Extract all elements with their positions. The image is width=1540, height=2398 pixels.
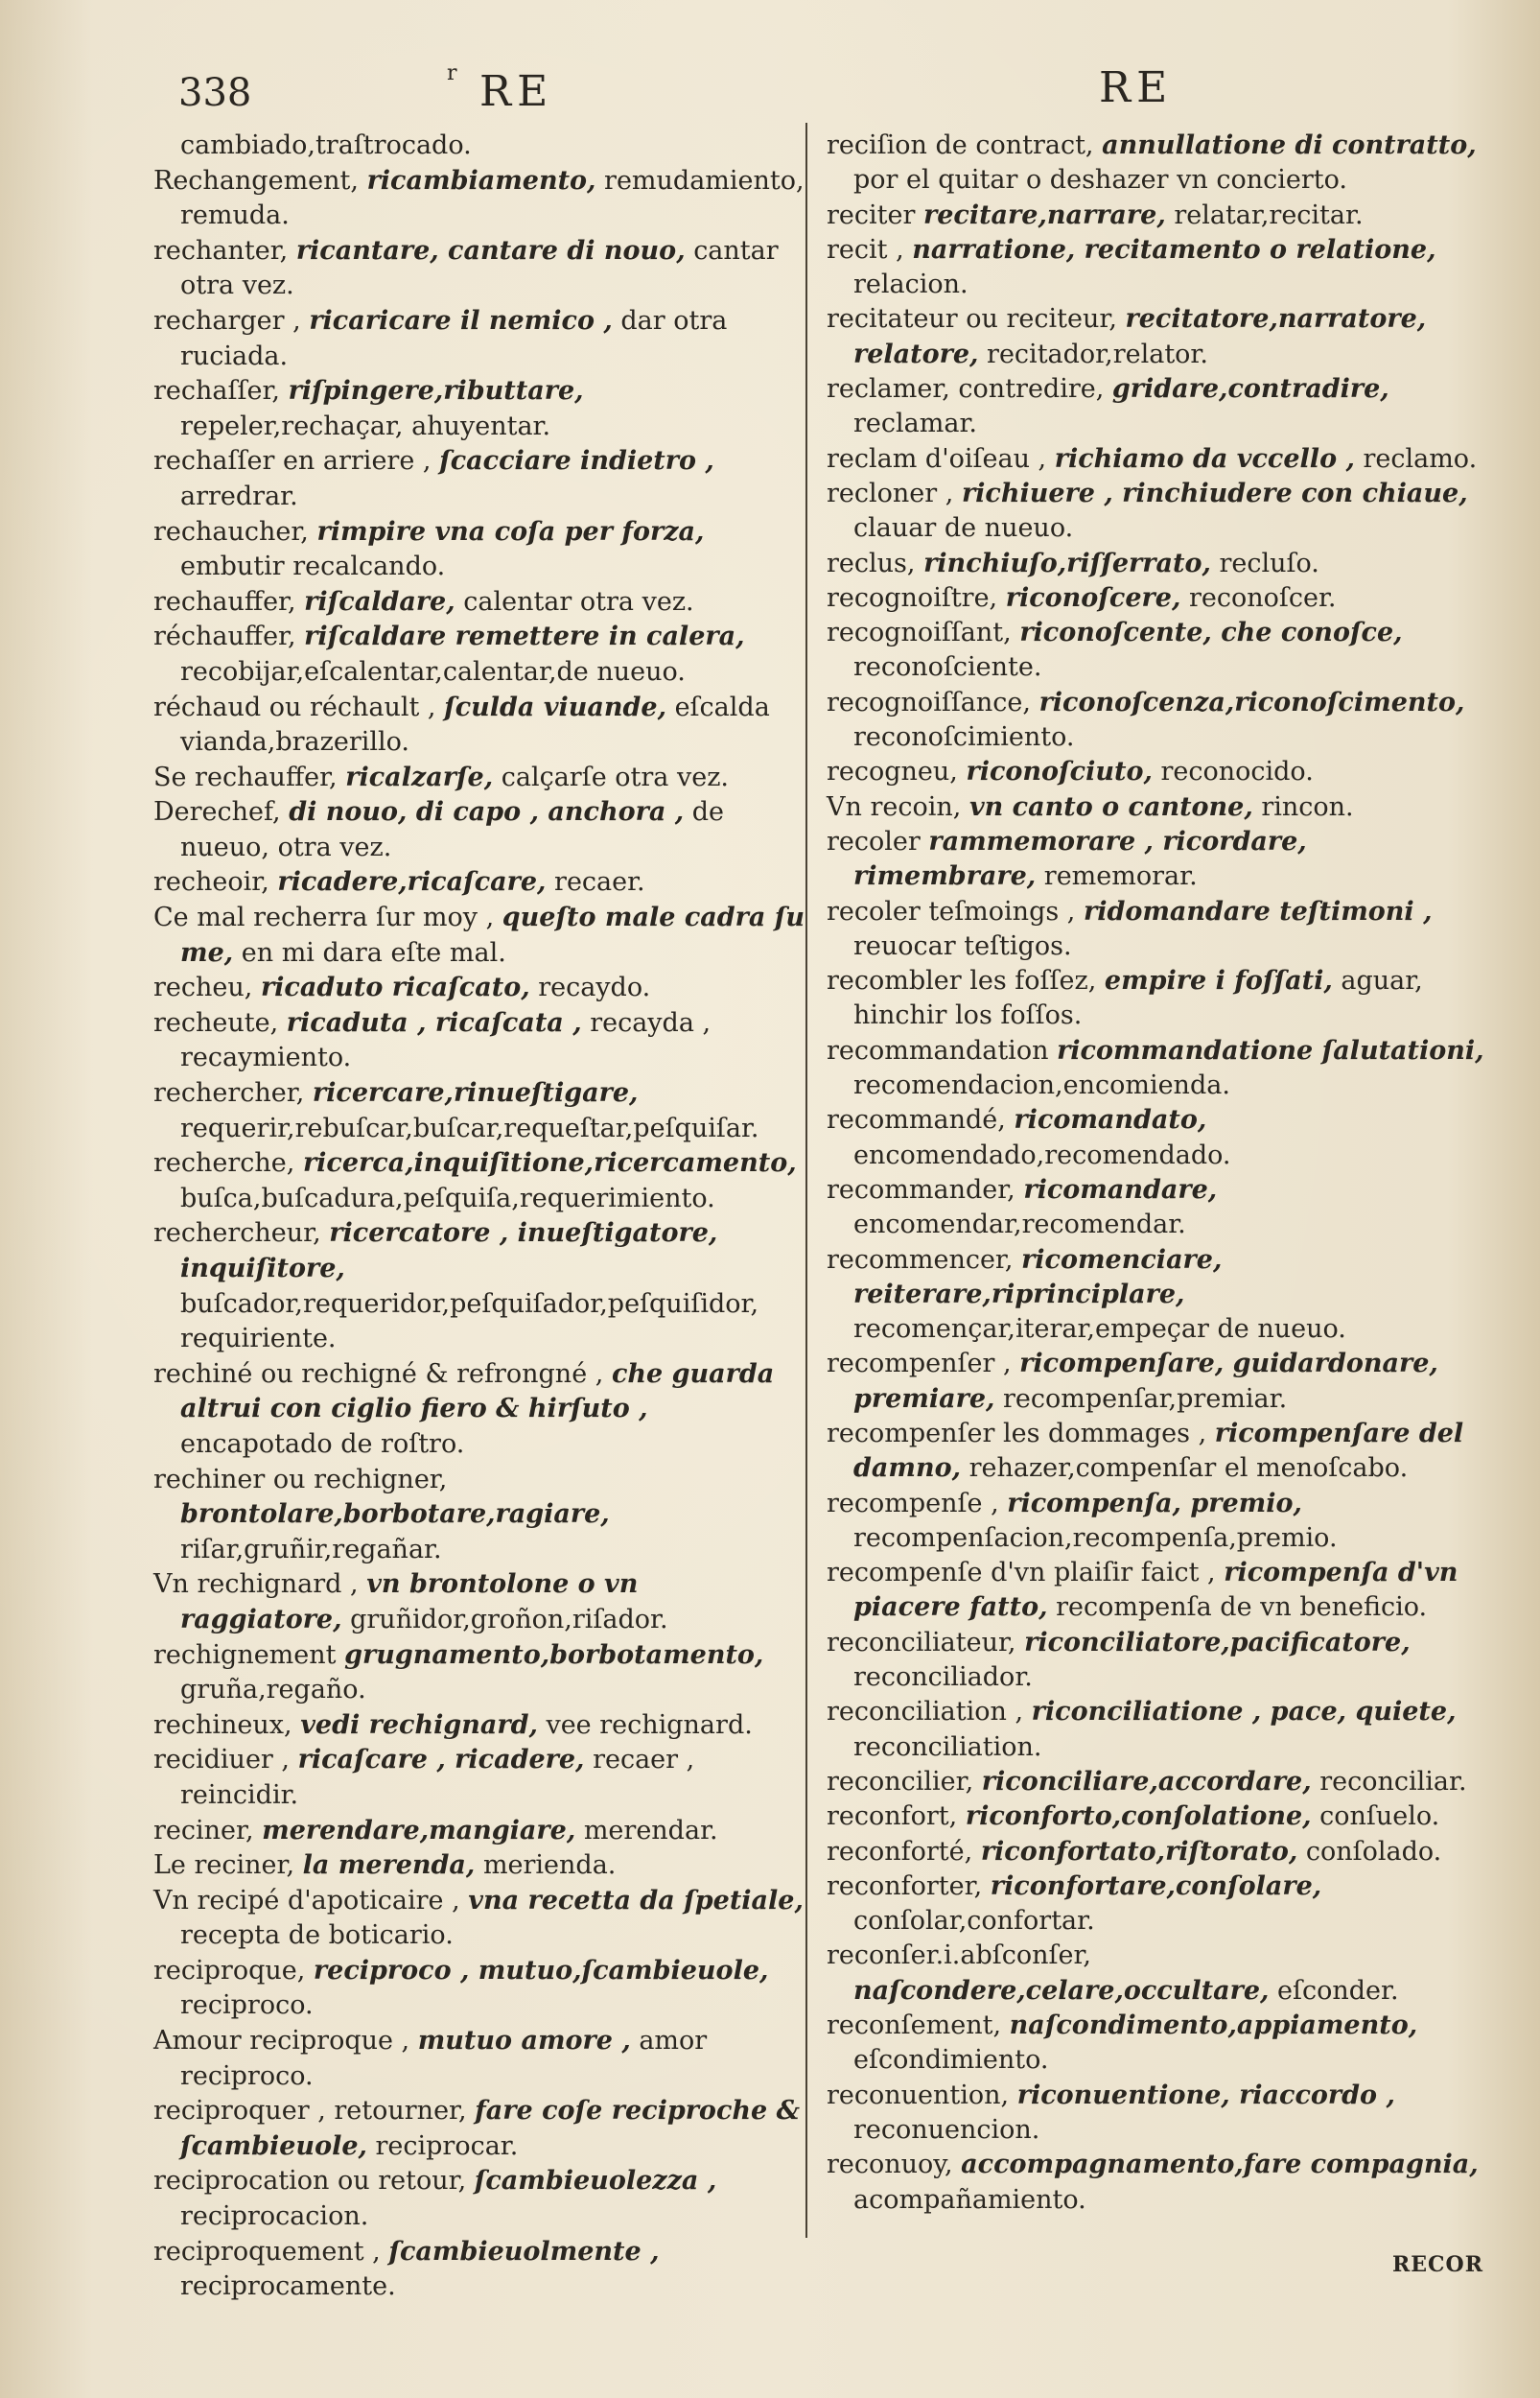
italian-gloss: ſcacciare indietro , [439, 446, 714, 477]
headword: reconuoy, [827, 2150, 953, 2180]
headword: reconciliateur, [827, 1627, 1016, 1657]
headword: recognoiſtre, [827, 582, 998, 613]
spanish-gloss: eſconder. [1277, 1975, 1399, 2006]
headword: reconſement, [827, 2010, 1002, 2041]
headword: reclamer, contredire, [827, 374, 1105, 405]
dictionary-entry [827, 1243, 1488, 1348]
spanish-gloss: encomendado,recomendado. [853, 1140, 1231, 1170]
headword: Vn recipé d'apoticaire , [153, 1885, 460, 1916]
headword: Rechangement, [153, 165, 359, 196]
italian-gloss: ricompenſare del damno, [853, 1418, 1464, 1484]
italian-gloss: vn brontolone o vn raggiatore, [180, 1569, 639, 1634]
dictionary-entry [827, 1347, 1488, 1417]
column-divider [805, 123, 807, 2238]
headword: rechaſſer en arriere , [153, 446, 432, 477]
headword: reconſer.i.abſconſer, [827, 1940, 1091, 1971]
italian-gloss: riſpingere,ributtare, [288, 376, 584, 407]
headword: reconciliation , [827, 1697, 1024, 1728]
headword: rechaucher, [153, 516, 309, 547]
headword: recompenſe , [827, 1488, 999, 1518]
dictionary-entry [827, 1835, 1488, 1869]
italian-gloss: vedi rechignard, [300, 1709, 538, 1740]
italian-gloss: ricambiamento, [366, 165, 596, 196]
headword: réchaud ou réchault , [153, 692, 436, 722]
headword: rechiné ou rechigné & refrongné , [153, 1358, 604, 1389]
spanish-gloss: reciproco. [180, 1990, 314, 2021]
italian-gloss: ricommandatione ſalutationi, [1057, 1035, 1484, 1066]
spanish-gloss: requerir,rebuſcar,buſcar,requeſtar,peſquiſar. [180, 1113, 759, 1143]
spanish-gloss: reciprocar. [375, 2130, 519, 2161]
italian-gloss: narratione, recitamento o relatione, [912, 234, 1436, 265]
italian-gloss: riconoſciuto, [966, 757, 1153, 788]
dictionary-entry [153, 2235, 805, 2305]
spanish-gloss: arredrar. [180, 481, 298, 511]
spanish-gloss: reconoſcer. [1188, 582, 1337, 613]
spanish-gloss: vee rechignard. [546, 1709, 753, 1740]
italian-gloss: ricerca,inquiſitione,ricercamento, [302, 1148, 797, 1179]
dictionary-entry [153, 1848, 805, 1884]
spanish-gloss: recaer , reincidir. [180, 1745, 695, 1810]
spanish-gloss: cambiado,traſtrocado. [180, 130, 472, 160]
spanish-gloss: conſolar,confortar. [853, 1906, 1095, 1937]
dictionary-entry [153, 1076, 805, 1146]
italian-gloss: empire i foſſati, [1104, 966, 1333, 997]
spanish-gloss: de nueuo, otra vez. [180, 797, 724, 862]
spanish-gloss: dar otra ruciada. [180, 305, 728, 371]
dictionary-entry [153, 444, 805, 514]
italian-gloss: ſcambieuolmente , [388, 2236, 660, 2267]
dictionary-entry [827, 1799, 1488, 1834]
spanish-gloss: por el quitar o deshazer vn concierto. [853, 165, 1347, 196]
headword: reciter [827, 200, 916, 230]
dictionary-entry [827, 233, 1488, 303]
italian-gloss: ſculda viuande, [444, 692, 666, 722]
spanish-gloss: calentar otra vez. [463, 586, 694, 617]
spanish-gloss: reconciliador. [853, 1662, 1033, 1693]
italian-gloss: di nouo, di capo , anchora , [289, 797, 685, 828]
headword: recommander, [827, 1174, 1015, 1205]
dictionary-entry [153, 901, 805, 971]
italian-gloss: merendare,mangiare, [262, 1815, 576, 1846]
italian-gloss: ricadere,ricaſcare, [277, 867, 547, 898]
headword: recitateur ou reciteur, [827, 304, 1117, 335]
spanish-gloss: buſca,buſcadura,peſquiſa,requerimiento. [180, 1183, 715, 1213]
italian-gloss: ricompenſare, guidardonare, premiare, [853, 1349, 1438, 1414]
spanish-gloss: reclamo. [1363, 443, 1478, 474]
headword: reciſion de contract, [827, 130, 1094, 160]
running-head-left: RE [479, 67, 554, 116]
italian-gloss: recitare,narrare, [922, 200, 1166, 230]
italian-gloss: reciproco , mutuo,ſcambieuole, [313, 1955, 769, 1986]
headword: recheu, [153, 973, 253, 1003]
headword: rechineux, [153, 1709, 292, 1740]
spanish-gloss: recitador,relator. [987, 339, 1208, 369]
headword: rechanter, [153, 235, 289, 266]
spanish-gloss: recaer. [554, 867, 645, 898]
dictionary-entry [153, 374, 805, 444]
dictionary-entry [153, 1006, 805, 1076]
italian-gloss: rimpire vna coſa per forza, [316, 516, 705, 547]
italian-gloss: naſcondere,celare,occultare, [853, 1975, 1270, 2006]
dictionary-entry [827, 755, 1488, 789]
headword: recombler les foſſez, [827, 966, 1097, 997]
dictionary-entry [827, 547, 1488, 581]
dictionary-entry [153, 1357, 805, 1463]
dictionary-entry [153, 1708, 805, 1744]
italian-gloss: ſcambieuolezza , [474, 2166, 717, 2197]
headword: recloner , [827, 478, 954, 508]
dictionary-entry [827, 199, 1488, 233]
dictionary-entry [153, 304, 805, 374]
headword: recommandé, [827, 1105, 1006, 1136]
spanish-gloss: recaydo. [538, 973, 651, 1003]
italian-gloss: naſcondimento,appiamento, [1009, 2010, 1418, 2041]
italian-gloss: riconforto,conſolatione, [965, 1801, 1312, 1832]
spanish-gloss: conſuelo. [1319, 1801, 1440, 1832]
italian-gloss: richiuere , rinchiudere con chiaue, [961, 478, 1468, 508]
italian-gloss: annullatione di contratto, [1102, 130, 1477, 160]
dictionary-entry [827, 2009, 1488, 2079]
spanish-gloss: recobijar,eſcalentar,calentar,de nueuo. [180, 656, 686, 687]
spanish-gloss: riſar,gruñir,regañar. [180, 1534, 442, 1564]
dictionary-entry [827, 895, 1488, 965]
headword: Vn recoin, [827, 791, 962, 822]
headword: recommandation [827, 1035, 1049, 1066]
italian-gloss: ricomandato, [1014, 1105, 1207, 1136]
dictionary-entry [153, 620, 805, 690]
italian-gloss: brontolare,borbotare,ragiare, [180, 1499, 610, 1530]
page-number: 338 [178, 71, 252, 115]
dictionary-entry [153, 1743, 805, 1813]
dictionary-entry [827, 790, 1488, 825]
headword: recognoiſſance, [827, 687, 1031, 717]
italian-gloss: la merenda, [302, 1850, 476, 1881]
italian-gloss: recitatore,narratore, relatore, [853, 304, 1427, 369]
headword: recompenſer les dommages , [827, 1418, 1207, 1448]
dictionary-entry [153, 2024, 805, 2094]
italian-gloss: riconciliatione , pace, quiete, [1031, 1697, 1457, 1728]
dictionary-entry [153, 1814, 805, 1849]
headword: recit , [827, 234, 904, 265]
headword: Vn rechignard , [153, 1569, 359, 1600]
spanish-gloss: relatar,recitar. [1174, 200, 1364, 230]
spanish-gloss: repeler,rechaçar, ahuyentar. [180, 411, 551, 441]
italian-gloss: accompagnamento,fare compagnia, [961, 2150, 1479, 2180]
spanish-gloss: recayda , recaymiento. [180, 1007, 712, 1073]
italian-gloss: ricompenſa d'vn piacere fatto, [853, 1558, 1458, 1623]
italian-gloss: grugnamento,borbotamento, [344, 1639, 764, 1670]
headword: reclus, [827, 548, 916, 578]
dictionary-entry [827, 2079, 1488, 2149]
dictionary-entry [153, 1567, 805, 1637]
dictionary-entry [153, 761, 805, 796]
headword: recherche, [153, 1148, 295, 1179]
headword: recompenſer , [827, 1349, 1012, 1379]
italian-gloss: rammemorare , ricordare, rimembrare, [853, 826, 1307, 892]
italian-gloss: ricantare, cantare di nouo, [295, 235, 686, 266]
dictionary-entry [827, 1626, 1488, 1696]
dictionary-entry [827, 1417, 1488, 1487]
spanish-gloss: reciprocacion. [180, 2201, 369, 2232]
italian-gloss: riſcaldare, [304, 586, 455, 617]
headword: rechaſſer, [153, 376, 280, 407]
headword: rechauffer, [153, 586, 296, 617]
italian-gloss: ricaſcare , ricadere, [297, 1745, 585, 1775]
spanish-gloss: reconoſcimiento. [853, 722, 1075, 753]
italian-gloss: rinchiuſo,riſſerrato, [923, 548, 1211, 578]
dictionary-entry [827, 581, 1488, 616]
dictionary-entry [827, 477, 1488, 547]
italian-gloss: riconoſcere, [1005, 582, 1181, 613]
italian-gloss: ricaricare il nemico , [309, 305, 613, 336]
spanish-gloss: conſolado. [1305, 1836, 1442, 1867]
dictionary-entry [827, 1103, 1488, 1173]
dictionary-entry [153, 2094, 805, 2164]
italian-gloss: riſcaldare remettere in calera, [304, 622, 745, 652]
headword: rechignement [153, 1639, 337, 1670]
dictionary-entry [153, 515, 805, 585]
dictionary-entry [827, 1695, 1488, 1765]
headword: rechercheur, [153, 1218, 321, 1249]
italian-gloss: ricercatore , inueſtigatore, inquiſitore, [180, 1218, 718, 1283]
spanish-gloss: recepta de boticario. [180, 1920, 454, 1951]
spanish-gloss: reconuencion. [853, 2114, 1040, 2145]
headword: recidiuer , [153, 1745, 291, 1775]
headword: recoler [827, 826, 921, 857]
spanish-gloss: encapotado de roſtro. [180, 1428, 465, 1459]
italian-gloss: mutuo amore , [417, 2026, 631, 2057]
headword: reconuention, [827, 2080, 1010, 2110]
headword: recheute, [153, 1007, 279, 1038]
italian-gloss: riconfortato,riſtorato, [980, 1836, 1298, 1867]
headword: recommencer, [827, 1244, 1014, 1275]
spanish-gloss: eſcondimiento. [853, 2045, 1049, 2076]
spanish-gloss: reconocido. [1160, 757, 1314, 788]
spanish-gloss: clauar de nueuo. [853, 513, 1074, 544]
italian-gloss: riconuentione, riaccordo , [1016, 2080, 1395, 2110]
italian-gloss: che guarda altrui con ciglio fiero & hirſuto , [180, 1358, 775, 1424]
dictionary-entry [827, 964, 1488, 1034]
dictionary-entry [153, 585, 805, 621]
spanish-gloss: gruña,regaño. [180, 1675, 366, 1705]
headword: Le reciner, [153, 1850, 295, 1881]
italian-gloss: gridare,contradire, [1111, 374, 1389, 405]
spanish-gloss: rincon. [1261, 791, 1354, 822]
spanish-gloss: gruñidor,groñon,riſador. [350, 1604, 668, 1634]
headword: recognoiſſant, [827, 618, 1012, 648]
spanish-gloss: recluſo. [1219, 548, 1319, 578]
dictionary-entry [153, 795, 805, 865]
italian-gloss: ricomenciare, reiterare,riprinciplare, [853, 1244, 1223, 1309]
spanish-gloss: cantar otra vez. [180, 235, 779, 301]
spanish-gloss: calçarſe otra vez. [501, 762, 729, 792]
headword: reciproquement , [153, 2236, 381, 2267]
headword: reciner, [153, 1815, 254, 1846]
dictionary-entry [153, 2164, 805, 2234]
spanish-gloss: remudamiento, remuda. [180, 165, 805, 231]
headword: reciprocation ou retour, [153, 2166, 467, 2197]
headword: recharger , [153, 305, 301, 336]
headword: recogneu, [827, 757, 958, 788]
headword: reconfort, [827, 1801, 958, 1832]
spanish-gloss: reciprocamente. [180, 2271, 396, 2302]
headword: reconforté, [827, 1836, 973, 1867]
dictionary-entry [827, 1556, 1488, 1626]
spanish-gloss: recompenſar,premiar. [1003, 1383, 1288, 1414]
dictionary-entry [827, 616, 1488, 686]
italian-gloss: queſto male cadra ſu me, [180, 903, 805, 968]
spanish-gloss: aguar, hinchir los foſſos. [853, 966, 1423, 1031]
headword: reclam d'oiſeau , [827, 443, 1047, 474]
dictionary-entry [827, 686, 1488, 756]
italian-gloss: vn canto o cantone, [968, 791, 1253, 822]
dictionary-entry [153, 865, 805, 901]
dictionary-entry [827, 825, 1488, 895]
spanish-gloss: reconciliar. [1319, 1766, 1467, 1797]
dictionary-entry [153, 971, 805, 1006]
dictionary-entry [153, 1146, 805, 1216]
spanish-gloss: buſcador,requeridor,peſquiſador,peſquiſidor, requiriente. [180, 1288, 759, 1354]
dictionary-entry [153, 234, 805, 304]
italian-gloss: riconoſcente, che conoſce, [1019, 618, 1403, 648]
headword: reciproque, [153, 1955, 306, 1986]
italian-gloss: riconoſcenza,riconoſcimento, [1038, 687, 1465, 717]
spanish-gloss: eſcalda vianda,brazerillo. [180, 692, 770, 758]
dictionary-entry [827, 129, 1488, 199]
headword: Amour reciproque , [153, 2026, 410, 2057]
spanish-gloss: recomençar,iterar,empeçar de nueuo. [853, 1314, 1346, 1345]
italian-gloss: richiamo da vccello , [1054, 443, 1355, 474]
italian-gloss: vna recetta da ſpetiale, [468, 1885, 804, 1916]
italian-gloss: ricercare,rinueſtigare, [312, 1078, 639, 1109]
spanish-gloss: amor reciproco. [180, 2026, 708, 2091]
spanish-gloss: acompañamiento. [853, 2184, 1086, 2215]
headword: reconforter, [827, 1870, 983, 1901]
dictionary-entry [153, 164, 805, 234]
headword: Ce mal recherra ſur moy , [153, 903, 495, 933]
spanish-gloss: reclamar. [853, 409, 977, 439]
dictionary-entry [827, 442, 1488, 477]
spanish-gloss: embutir recalcando. [180, 552, 446, 582]
spanish-gloss: recomendacion,encomienda. [853, 1070, 1230, 1101]
dictionary-entry [827, 1173, 1488, 1243]
dictionary-entry [153, 1463, 805, 1568]
spanish-gloss: recompenſacion,recompenſa,premio. [853, 1522, 1338, 1553]
italian-gloss: riconciliatore,pacificatore, [1024, 1627, 1411, 1657]
dictionary-entry [827, 1034, 1488, 1104]
dictionary-entry [827, 1869, 1488, 1940]
dictionary-entry [827, 302, 1488, 372]
italian-gloss: riconfortare,conſolare, [990, 1870, 1322, 1901]
spanish-gloss: rehazer,compenſar el menoſcabo. [968, 1453, 1409, 1484]
signature-mark: r [447, 61, 457, 85]
dictionary-entry [827, 1765, 1488, 1799]
italian-gloss: ridomandare teſtimoni , [1083, 896, 1433, 927]
headword: Se rechauffer, [153, 762, 338, 792]
dictionary-entry [153, 1954, 805, 2024]
dictionary-entry [153, 1638, 805, 1708]
italian-gloss: ricaduta , ricaſcata , [286, 1007, 582, 1038]
dictionary-entry [153, 691, 805, 761]
headword: rechercher, [153, 1078, 305, 1109]
headword: recompenſe d'vn plaiſir faict , [827, 1558, 1216, 1588]
headword: réchauffer, [153, 622, 296, 652]
spanish-gloss: encomendar,recomendar. [853, 1210, 1186, 1240]
right-column [827, 129, 1488, 2218]
headword: rechiner ou rechigner, [153, 1464, 448, 1494]
left-column [153, 129, 805, 2305]
dictionary-entry [153, 1884, 805, 1954]
spanish-gloss: en mi dara eſte mal. [241, 937, 506, 968]
italian-gloss: ricaduto ricaſcato, [260, 973, 530, 1003]
running-head-right: RE [1099, 63, 1174, 112]
spanish-gloss: rememorar. [1043, 861, 1198, 892]
dictionary-entry [153, 129, 805, 164]
italian-gloss: ricompenſa, premio, [1007, 1488, 1302, 1518]
headword: reconcilier, [827, 1766, 974, 1797]
headword: recoler teſmoings , [827, 896, 1076, 927]
italian-gloss: ricalzarſe, [345, 762, 494, 792]
headword: Derechef, [153, 797, 281, 828]
headword: reciproquer , retourner, [153, 2096, 467, 2127]
dictionary-entry [827, 1939, 1488, 2009]
italian-gloss: fare coſe reciproche & ſcambieuole, [180, 2096, 800, 2161]
dictionary-entry [827, 372, 1488, 442]
dictionary-entry [827, 1487, 1488, 1557]
italian-gloss: riconciliare,accordare, [981, 1766, 1312, 1797]
catchword: RECOR [1392, 2252, 1484, 2277]
spanish-gloss: merienda. [482, 1850, 617, 1881]
spanish-gloss: reconoſciente. [853, 652, 1042, 683]
spanish-gloss: recompenſa de vn beneficio. [1056, 1592, 1428, 1623]
spanish-gloss: relacion. [853, 270, 968, 300]
spanish-gloss: reuocar teſtigos. [853, 930, 1072, 961]
headword: recheoir, [153, 867, 269, 898]
dictionary-entry [153, 1216, 805, 1356]
italian-gloss: ricomandare, [1023, 1174, 1218, 1205]
spanish-gloss: reconciliation. [853, 1731, 1042, 1762]
dictionary-entry [827, 2148, 1488, 2218]
spanish-gloss: merendar. [583, 1815, 718, 1846]
